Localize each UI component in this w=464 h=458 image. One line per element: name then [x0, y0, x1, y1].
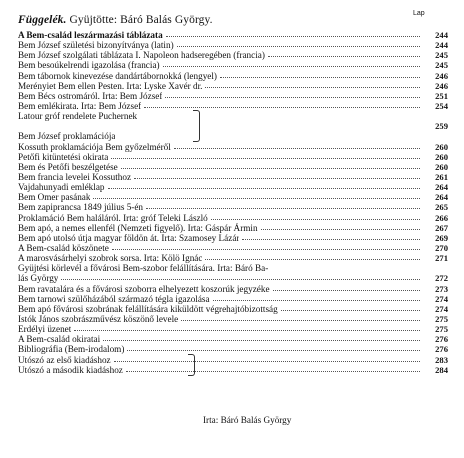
toc-leader-dots [144, 107, 420, 108]
toc-entry-page: 275 [435, 313, 448, 324]
toc-entry-title: Utószó az első kiadáshoz [18, 354, 111, 365]
toc-entry-title: Bem ravatalára és a fővárosi szoborra elhelyezett koszorúk jegyzéke [18, 283, 270, 294]
toc-leader-dots [165, 97, 420, 98]
toc-leader-dots [268, 56, 420, 57]
toc-entry [18, 273, 448, 283]
toc-entry-title: Petőfi kitüntetési okirata [18, 151, 109, 162]
toc-entry-title: Kossuth proklamációja Bem győzelméről [18, 141, 171, 152]
brace-latour-pair [193, 110, 200, 142]
toc-entry-title: lás György [18, 273, 59, 284]
toc-entry-title: Bem Bécs ostromáról. Irta: Bem József [18, 90, 163, 101]
toc-entry [18, 91, 448, 101]
toc-entry-page: 267 [435, 222, 448, 233]
toc-entry [18, 365, 448, 375]
toc-entry-page: 284 [435, 364, 448, 375]
toc-leader-dots [121, 168, 420, 169]
toc-leader-dots [61, 279, 420, 280]
toc-entry-page: 283 [435, 354, 448, 365]
shared-author-text: Irta: Báró Balás György [203, 415, 292, 425]
toc-entry-title: Bem és Petőfi beszélgetése [18, 161, 118, 172]
toc-entry [18, 111, 448, 121]
toc-entry-page: 272 [435, 273, 448, 284]
toc-entry-page: 259 [435, 121, 448, 132]
toc-leader-dots [166, 36, 420, 37]
toc-entry-title: Bem tarnowi szülőházából származó tégla igazolása [18, 293, 210, 304]
toc-entry-title: Bem besoúkelrendi igazolása (francia) [18, 60, 160, 71]
toc-entry [18, 304, 448, 314]
toc-entry [18, 294, 448, 304]
toc-leader-dots [74, 330, 420, 331]
toc-entry [18, 81, 448, 91]
toc-entry [18, 263, 448, 273]
toc-entry-page: 273 [435, 283, 448, 294]
toc-entry-page: 260 [435, 151, 448, 162]
toc-leader-dots [177, 46, 420, 47]
toc-entry-page: 271 [435, 253, 448, 264]
toc-entry [18, 314, 448, 324]
page-column-label: Lap [413, 10, 425, 17]
toc-entry-page: 276 [435, 344, 448, 355]
brace-afterword-pair [188, 354, 195, 376]
toc-entry [18, 233, 448, 243]
toc-leader-dots [242, 239, 420, 240]
toc-entry [18, 202, 448, 212]
toc-entry-title: Latour gróf rendelete Puchernek [18, 111, 138, 122]
toc-entry-title: Bem József proklamációja [18, 131, 116, 142]
toc-entry [18, 50, 448, 60]
shared-author-note [203, 415, 291, 425]
appendix-title [18, 14, 213, 26]
toc-entry-page: 264 [435, 192, 448, 203]
toc-leader-dots [174, 148, 420, 149]
toc-entry [18, 223, 448, 233]
toc-entry [18, 40, 448, 50]
toc-entry-title: Merényiet Bem ellen Pesten. Irta: Lyske Xavér dr. [18, 80, 203, 91]
toc-entry-page: 251 [435, 90, 448, 101]
toc-entry-title: Bem apó, a nemes ellenfél (Nemzeti figyelő). Irta: Gáspár Ármin [18, 222, 258, 233]
toc-entry [18, 284, 448, 294]
toc-leader-dots [163, 66, 420, 67]
toc-entry-title: Erdélyi üzenet [18, 324, 72, 335]
toc-entry-title: Bem Omer pasának [18, 192, 91, 203]
toc-entry-title: Bem József születési bizonyítványa (latin) [18, 40, 174, 51]
toc-entry-title: Vajdahunyadi emléklap [18, 182, 105, 193]
toc-entry-title: Istók János szobrászművész köszönő levele [18, 313, 179, 324]
toc-entry-title: Bem apó fővárosi szobrának felállítására kiküldött végrehajtóbizottság [18, 303, 278, 314]
toc-entry-page: 246 [435, 70, 448, 81]
appendix-title-rest: Gyüjtötte: Báró Balás György. [69, 14, 213, 26]
toc-entry [18, 334, 448, 344]
toc-entry-title: A Bem-család köszönete [18, 242, 109, 253]
toc-entry-page: 244 [435, 40, 448, 51]
toc-leader-dots [181, 320, 420, 321]
toc-entry-page: 266 [435, 212, 448, 223]
toc-entry-title: Bem apó utolsó útja magyar földön át. Irta: Szamosey Lázár [18, 232, 240, 243]
toc-entry-page: 265 [435, 202, 448, 213]
toc-entry [18, 344, 448, 354]
toc-entry [18, 131, 448, 141]
toc-entry-page: 246 [435, 80, 448, 91]
toc-entry [18, 355, 448, 365]
toc-entry-page: 275 [435, 324, 448, 335]
toc-entry-title: Proklamáció Bem haláláról. Irta: gróf Teleki László [18, 212, 208, 223]
toc-entry [18, 30, 448, 40]
toc-leader-dots [126, 371, 420, 372]
toc-leader-dots [127, 350, 420, 351]
toc-entry [18, 243, 448, 253]
toc-leader-dots [205, 87, 420, 88]
toc-entry-title: Bem francia levelei Kossuthoz [18, 171, 132, 182]
toc-entry-title: Bem József szolgálati táblázata I. Napoleon hadseregében (francia) [18, 50, 265, 61]
toc-entry [18, 192, 448, 202]
toc-leader-dots [273, 290, 420, 291]
toc-entry [18, 121, 448, 131]
toc-leader-dots [261, 229, 420, 230]
toc-leader-dots [281, 310, 420, 311]
toc-entry-title: A Bem-család okiratai [18, 334, 101, 345]
toc-leader-dots [211, 219, 420, 220]
toc-entry-page: 274 [435, 293, 448, 304]
toc-entry-page: 260 [435, 141, 448, 152]
toc-entry [18, 324, 448, 334]
appendix-title-italic: Függelék. [18, 14, 67, 26]
toc-entry [18, 213, 448, 223]
toc-leader-dots [93, 198, 420, 199]
toc-entry-page: 261 [435, 171, 448, 182]
toc-entry [18, 71, 448, 81]
toc-entry-page: 274 [435, 303, 448, 314]
toc-entry-title: Bem tábornok kinevezése dandártábornokká (lengyel) [18, 70, 217, 81]
toc-entry [18, 60, 448, 70]
toc-entry [18, 172, 448, 182]
toc-entry-page: 260 [435, 161, 448, 172]
toc-leader-dots [134, 178, 420, 179]
toc-entry-page: 269 [435, 232, 448, 243]
toc-entry-page: 244 [435, 30, 448, 40]
toc-list [18, 30, 448, 375]
toc-entry-title: Utószó a második kiadáshoz [18, 364, 123, 375]
toc-leader-dots [111, 158, 420, 159]
toc-entry-title: A marosvásárhelyi szobrok sorsa. Irta: Kölö Ignác [18, 253, 203, 264]
toc-entry-title: Bibliográfia (Bem-irodalom) [18, 344, 125, 355]
toc-entry [18, 253, 448, 263]
toc-leader-dots [213, 300, 420, 301]
toc-leader-dots [103, 340, 420, 341]
toc-entry-title: Bem zapiprancsa 1849 július 5-én [18, 202, 144, 213]
toc-entry-page: 264 [435, 182, 448, 193]
toc-leader-dots [205, 259, 420, 260]
toc-entry [18, 152, 448, 162]
toc-entry-page: 245 [435, 50, 448, 61]
toc-leader-dots [112, 249, 420, 250]
toc-leader-dots [220, 77, 420, 78]
toc-entry-page: 276 [435, 334, 448, 345]
toc-entry-title: Bem emlékirata. Irta: Bem József [18, 100, 142, 111]
toc-entry [18, 101, 448, 111]
toc-entry [18, 182, 448, 192]
toc-entry-page: 245 [435, 60, 448, 71]
toc-leader-dots [114, 361, 420, 362]
toc-entry-title: A Bem-család leszármazási táblázata [18, 30, 163, 40]
toc-entry-page: 254 [435, 100, 448, 111]
toc-entry [18, 142, 448, 152]
toc-leader-dots [108, 188, 420, 189]
toc-entry-page: 270 [435, 242, 448, 253]
toc-entry-title: Gyüjtési körlevél a fővárosi Bem-szobor felállítására. Irta: Báró Ba- [18, 263, 269, 274]
toc-entry [18, 162, 448, 172]
toc-leader-dots [146, 208, 420, 209]
